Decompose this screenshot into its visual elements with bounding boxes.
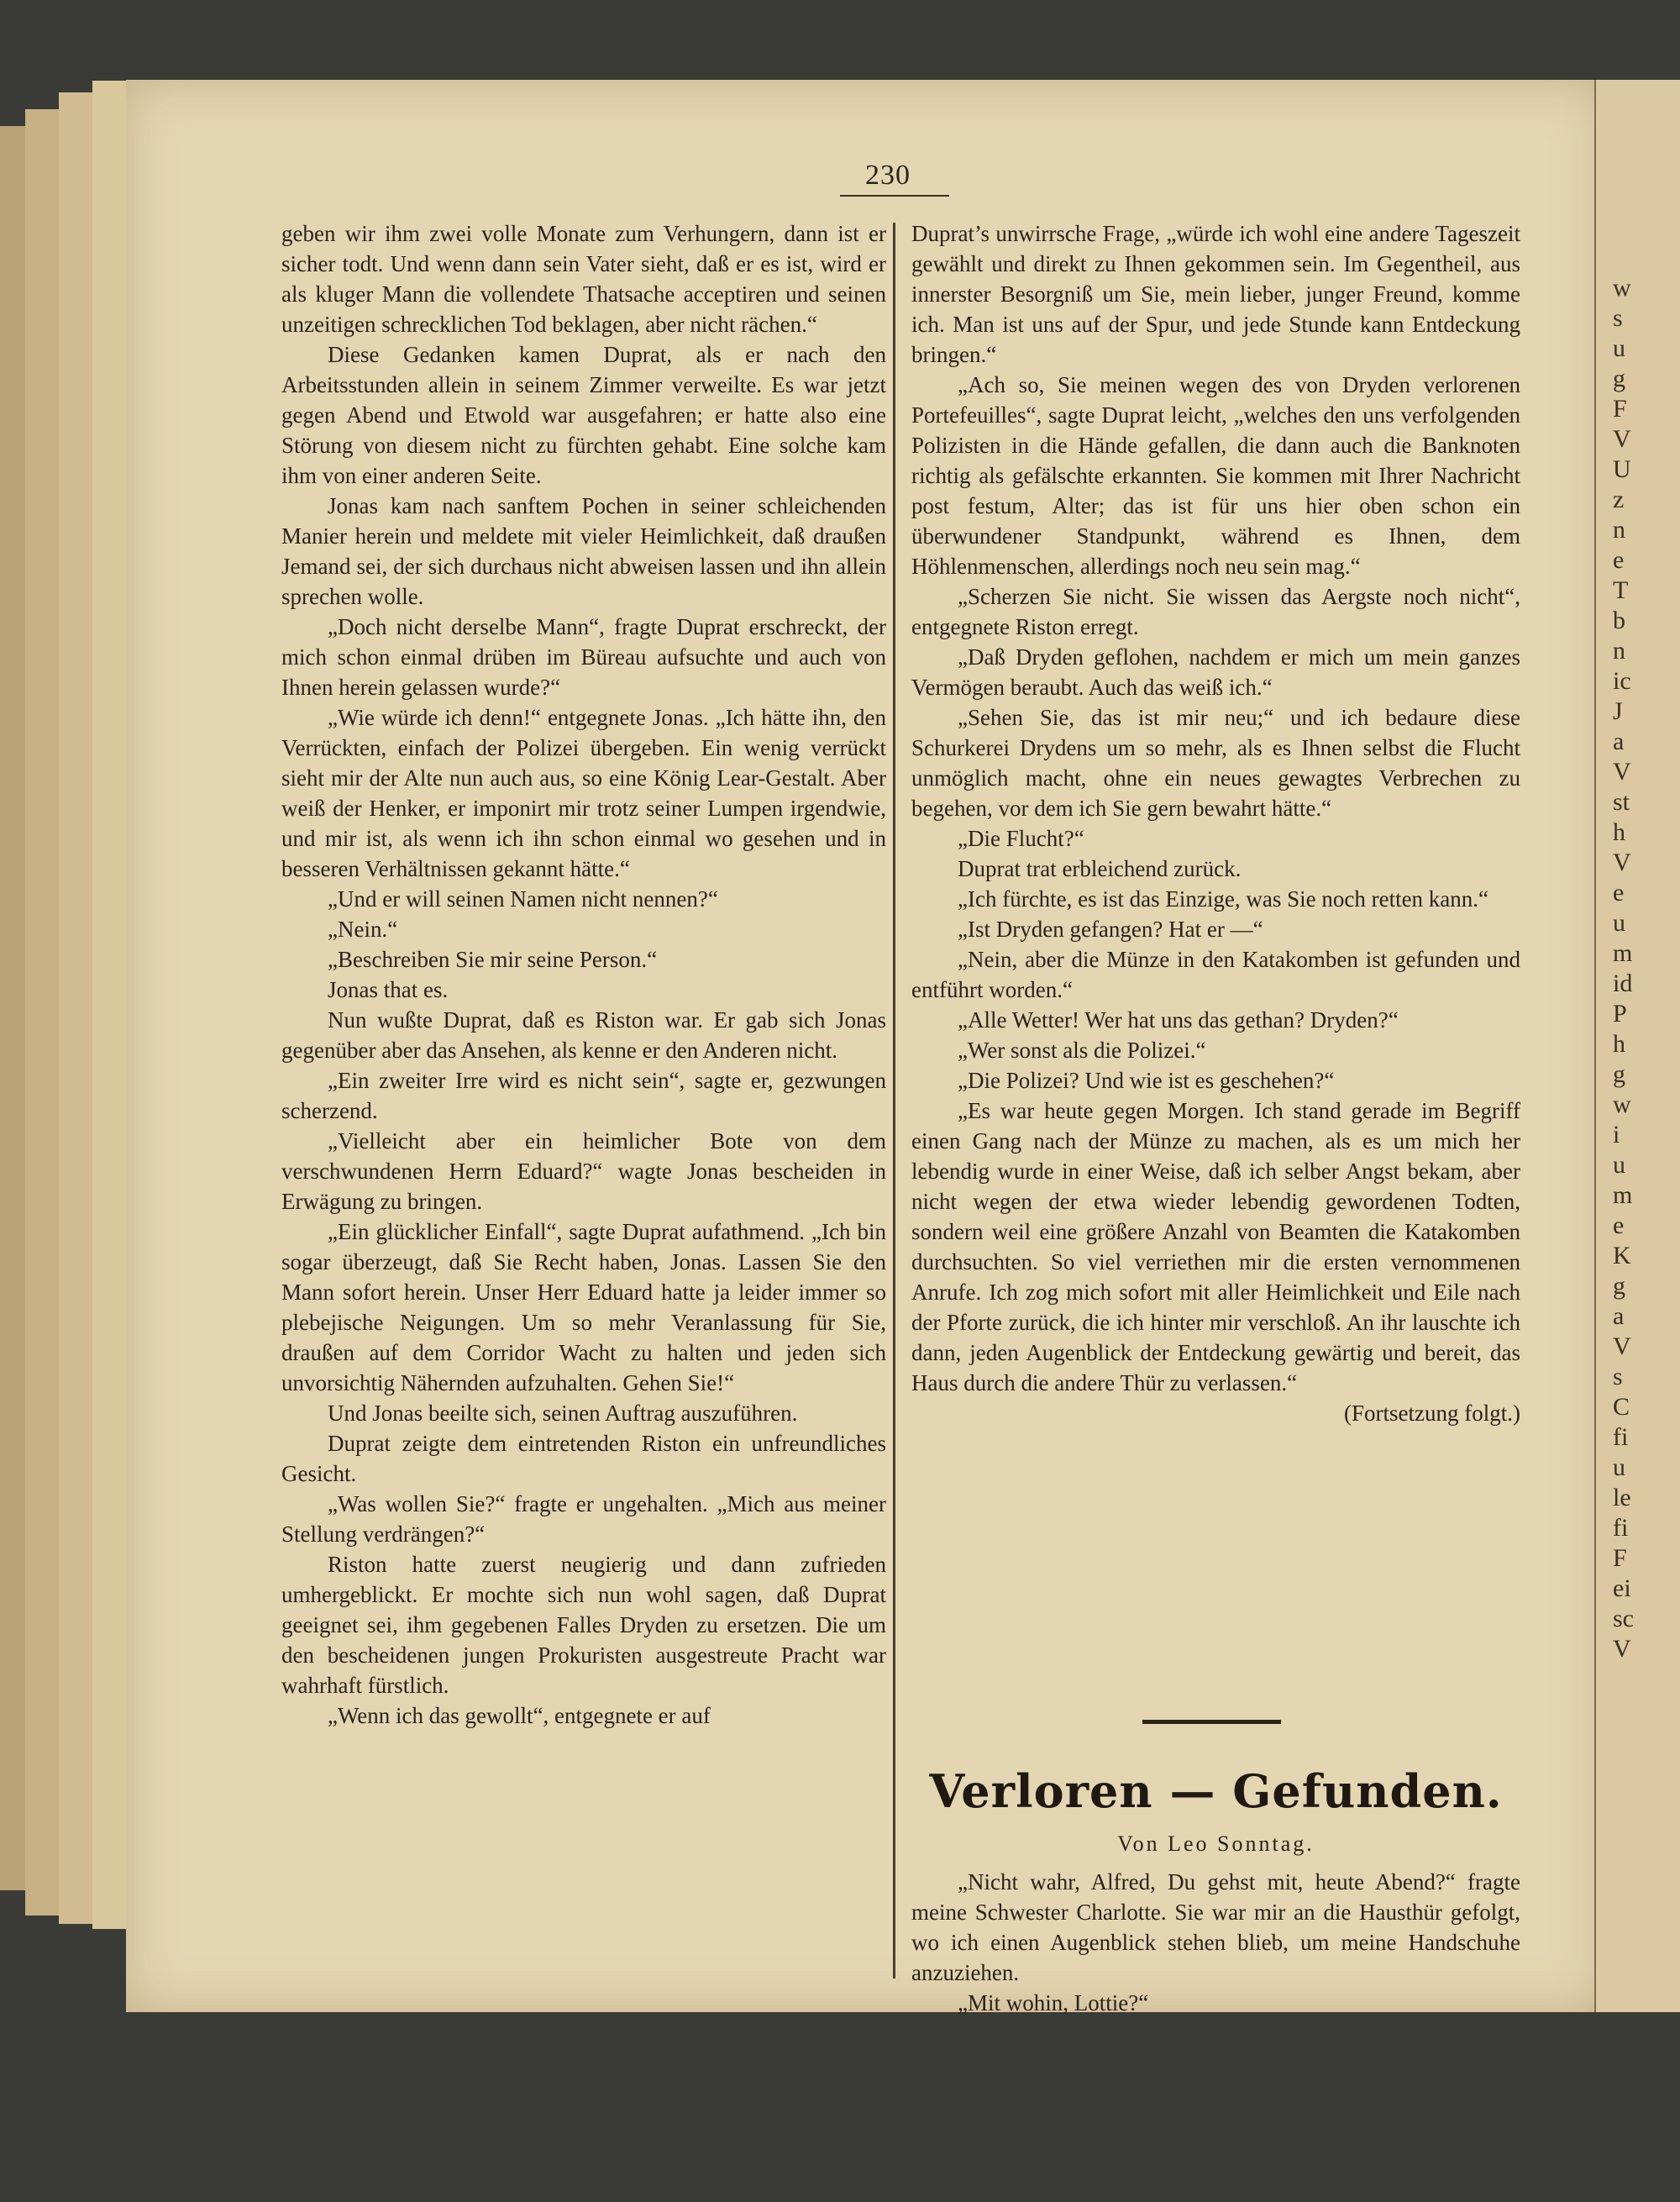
facing-page-fragment: h xyxy=(1613,1030,1625,1058)
facing-page-fragment: g xyxy=(1613,1272,1625,1300)
facing-page-fragment: F xyxy=(1613,1544,1627,1572)
facing-page-fragment: V xyxy=(1613,849,1631,876)
facing-page-fragment: id xyxy=(1613,970,1633,997)
facing-page-fragment: m xyxy=(1613,939,1633,967)
facing-page-fragment: le xyxy=(1613,1484,1631,1511)
paragraph: „Alle Wetter! Wer hat uns das gethan? Dryden?“ xyxy=(958,1007,1399,1033)
paragraph: „Ein glücklicher Einfall“, sagte Duprat aufathmend. „Ich bin sogar überzeugt, daß Sie Recht haben, Jonas. Lassen Sie den Mann sofort herein. Unser Herr Eduard hatte ja leider immer so plebejische Neigungen. Um so mehr Veranlassung für Sie, draußen auf dem Corridor Wacht zu halten und jeden sich unvorsichtig Nähernden aufzuhalten. Gehen Sie!“ xyxy=(281,1219,886,1395)
facing-page-fragment: J xyxy=(1613,697,1623,725)
paragraph: geben wir ihm zwei volle Monate zum Verhungern, dann ist er sicher todt. Und wenn dann sein Vater sieht, daß er es ist, wird er als kluger Mann die vollendete Thatsache acceptiren und seinen unzeitigen schrecklichen Tod beklagen, aber nicht rächen.“ xyxy=(281,221,886,337)
facing-page-fragment: e xyxy=(1613,1211,1625,1239)
facing-page-fragment: ei xyxy=(1613,1574,1631,1602)
facing-page-fragment: a xyxy=(1613,728,1625,755)
paragraph: Duprat zeigte dem eintretenden Riston ein unfreundliches Gesicht. xyxy=(281,1431,886,1486)
story-title: Verloren — Gefunden. xyxy=(929,1764,1503,1818)
paragraph: „Beschreiben Sie mir seine Person.“ xyxy=(328,947,658,972)
paragraph: „Wer sonst als die Polizei.“ xyxy=(958,1038,1206,1063)
facing-page-fragment: b xyxy=(1613,607,1625,634)
paragraph: „Vielleicht aber ein heimlicher Bote von dem verschwundenen Herrn Eduard?“ wagte Jonas bescheiden in Erwägung zu bringen. xyxy=(281,1128,886,1214)
facing-page-fragment: P xyxy=(1613,1000,1627,1027)
facing-page-fragment: w xyxy=(1613,1090,1631,1118)
paragraph: Duprat trat erbleichend zurück. xyxy=(958,856,1242,881)
story-body xyxy=(911,1867,1520,2018)
facing-page-fragment: s xyxy=(1613,1363,1623,1390)
facing-page-fragment: n xyxy=(1613,637,1625,665)
paragraph: „Ist Dryden gefangen? Hat er —“ xyxy=(958,917,1263,942)
page-number: 230 xyxy=(865,160,911,191)
paragraph: „Scherzen Sie nicht. Sie wissen das Aergste noch nicht“, entgegnete Riston erregt. xyxy=(911,584,1520,639)
paragraph: „Wenn ich das gewollt“, entgegnete er auf xyxy=(328,1703,711,1728)
facing-page-fragment: ic xyxy=(1613,667,1631,695)
book-edge xyxy=(25,109,60,1916)
paragraph: „Wie würde ich denn!“ entgegnete Jonas. „Ich hätte ihn, den Verrückten, einfach der Polizei übergeben. Ein wenig verrückt sieht mir der Alte nun auch aus, so eine König Lear-Gestalt. Aber weiß der Henker, er imponirt mir trotz seiner Lumpen irgendwie, und mir ist, als wenn ich ihn schon einmal wo gesehen und in besseren Verhältnissen gekannt hätte.“ xyxy=(281,705,886,881)
facing-page-fragment: a xyxy=(1613,1302,1625,1330)
facing-page-fragment: g xyxy=(1613,365,1625,392)
paragraph: Riston hatte zuerst neugierig und dann zufrieden umhergeblickt. Er mochte sich nun wohl sagen, daß Duprat geeignet sei, ihm gegebenen Falles Dryden zu ersetzen. Die um den bescheidenen jungen Prokuristen ausgestreute Pracht war wahrhaft fürstlich. xyxy=(281,1552,886,1698)
facing-page-fragment: n xyxy=(1613,516,1625,544)
paragraph: „Nein.“ xyxy=(328,917,398,942)
facing-page-fragment: s xyxy=(1613,304,1623,332)
paragraph: „Ach so, Sie meinen wegen des von Dryden verlorenen Portefeuilles“, sagte Duprat leicht, „welches den uns verfolgenden Polizisten in die Hände gefallen, die dann auch die Banknoten richtig als gefälschte erkannten. Sie kommen mit Ihrer Nachricht post festum, Alter; das ist für uns hier oben schon ein überwundener Standpunkt, während es Ihnen, dem Höhlenmenschen, allerdings noch neu sein mag.“ xyxy=(911,372,1520,579)
paragraph: „Es war heute gegen Morgen. Ich stand gerade im Begriff einen Gang nach der Münze zu machen, als es um mich her lebendig wurde in einer Weise, daß ich selber Angst bekam, aber nicht wegen der etwa wieder lebendig gewordenen Todten, sondern weil eine größere Anzahl von Beamten die Katakomben durchsuchten. So viel verriethen mir die ersten vernommenen Anrufe. Ich zog mich sofort mit aller Heimlichkeit und Eile nach der Pforte zurück, die ich hinter mir verschloß. An ihr lauschte ich dann, jeden Augenblick der Entdeckung gewärtig und bereit, das Haus durch die andere Thür zu verlassen.“ xyxy=(911,1098,1520,1395)
facing-page xyxy=(1594,80,1680,2012)
facing-page-fragment: u xyxy=(1613,334,1625,362)
paragraph: „Die Flucht?“ xyxy=(958,826,1084,851)
facing-page-fragment: fi xyxy=(1613,1514,1629,1542)
column-divider xyxy=(893,223,895,1979)
book-edge xyxy=(59,92,94,1924)
paragraph: Jonas kam nach sanftem Pochen in seiner schleichenden Manier herein und meldete mit vieler Heimlichkeit, daß draußen Jemand sei, der sich durchaus nicht abweisen lassen und ihn allein sprechen wolle. xyxy=(281,493,886,609)
paragraph: „Nicht wahr, Alfred, Du gehst mit, heute Abend?“ fragte meine Schwester Charlotte. Sie war mir an die Hausthür gefolgt, wo ich einen Augenblick stehen blieb, um meine Handschuhe anzuziehen. xyxy=(911,1869,1520,1985)
page-number-rule xyxy=(840,195,949,197)
facing-page-fragment: F xyxy=(1613,395,1627,423)
facing-page-fragment: u xyxy=(1613,1151,1625,1179)
facing-page-fragment: g xyxy=(1613,1060,1625,1088)
paragraph: „Daß Dryden geflohen, nachdem er mich um mein ganzes Vermögen beraubt. Auch das weiß ich.“ xyxy=(911,644,1520,700)
facing-page-fragment: u xyxy=(1613,909,1625,937)
facing-page-fragment: u xyxy=(1613,1453,1625,1481)
paragraph: Diese Gedanken kamen Duprat, als er nach den Arbeitsstunden allein in seinem Zimmer verweilte. Es war jetzt gegen Abend und Etwold war ausgefahren; er hatte also eine Störung von diesem nicht zu fürchten gehabt. Eine solche kam ihm von einer anderen Seite. xyxy=(281,342,886,488)
facing-page-fragment: e xyxy=(1613,879,1625,907)
facing-page-fragment: i xyxy=(1613,1121,1620,1148)
paragraph: „Doch nicht derselbe Mann“, fragte Duprat erschreckt, der mich schon einmal drüben im Büreau aufsuchte und auch von Ihnen herein gelassen wurde?“ xyxy=(281,614,886,700)
paragraph: „Die Polizei? Und wie ist es geschehen?“ xyxy=(958,1068,1335,1093)
facing-page-fragment: fi xyxy=(1613,1423,1629,1451)
facing-page-fragment: st xyxy=(1613,788,1630,816)
facing-page-fragment: C xyxy=(1613,1393,1630,1421)
facing-page-fragment: w xyxy=(1613,274,1631,302)
paragraph: Nun wußte Duprat, daß es Riston war. Er gab sich Jonas gegenüber aber das Ansehen, als kenne er den Anderen nicht. xyxy=(281,1007,886,1063)
story-author: Von Leo Sonntag. xyxy=(1117,1831,1315,1856)
paragraph: Jonas that es. xyxy=(328,977,449,1002)
facing-page-fragments xyxy=(1613,273,1634,1664)
paragraph: „Sehen Sie, das ist mir neu;“ und ich bedaure diese Schurkerei Drydens um so mehr, als es Ihnen selbst die Flucht unmöglich macht, ohne ein neues gewagtes Verbrechen zu begehen, vor dem ich Sie gern bewahrt hätte.“ xyxy=(911,705,1520,821)
facing-page-fragment: sc xyxy=(1613,1605,1634,1632)
facing-page-fragment: V xyxy=(1613,1635,1631,1663)
facing-page-fragment: V xyxy=(1613,1332,1631,1360)
right-column xyxy=(911,218,1520,1428)
facing-page-fragment: h xyxy=(1613,818,1625,846)
facing-page-fragment: T xyxy=(1613,576,1629,604)
left-column xyxy=(281,218,886,1731)
paragraph: „Mit wohin, Lottie?“ xyxy=(958,1990,1149,2015)
facing-page-fragment: U xyxy=(1613,455,1631,483)
paragraph: Und Jonas beeilte sich, seinen Auftrag auszuführen. xyxy=(328,1401,798,1426)
continued-note: (Fortsetzung folgt.) xyxy=(1344,1401,1520,1426)
facing-page-fragment: V xyxy=(1613,758,1631,786)
paragraph: Duprat’s unwirrsche Frage, „würde ich wohl eine andere Tageszeit gewählt und direkt zu Ihnen gekommen sein. Im Gegentheil, aus innerster Besorgniß um Sie, mein lieber, junger Freund, komme ich. Man ist uns auf der Spur, und jede Stunde kann Entdeckung bringen.“ xyxy=(911,221,1520,367)
paragraph: „Was wollen Sie?“ fragte er ungehalten. „Mich aus meiner Stellung verdrängen?“ xyxy=(281,1491,886,1547)
paragraph: „Ich fürchte, es ist das Einzige, was Sie noch retten kann.“ xyxy=(958,886,1489,912)
facing-page-fragment: e xyxy=(1613,546,1625,574)
facing-page-fragment: K xyxy=(1613,1242,1631,1269)
book-edge xyxy=(0,126,27,1890)
facing-page-fragment: z xyxy=(1613,486,1625,513)
paragraph: „Ein zweiter Irre wird es nicht sein“, sagte er, gezwungen scherzend. xyxy=(281,1068,886,1123)
paragraph: „Und er will seinen Namen nicht nennen?“ xyxy=(328,886,718,912)
paragraph: „Nein, aber die Münze in den Katakomben ist gefunden und entführt worden.“ xyxy=(911,947,1520,1002)
section-separator xyxy=(1142,1720,1281,1724)
facing-page-fragment: m xyxy=(1613,1181,1633,1209)
facing-page-fragment: V xyxy=(1613,425,1631,453)
